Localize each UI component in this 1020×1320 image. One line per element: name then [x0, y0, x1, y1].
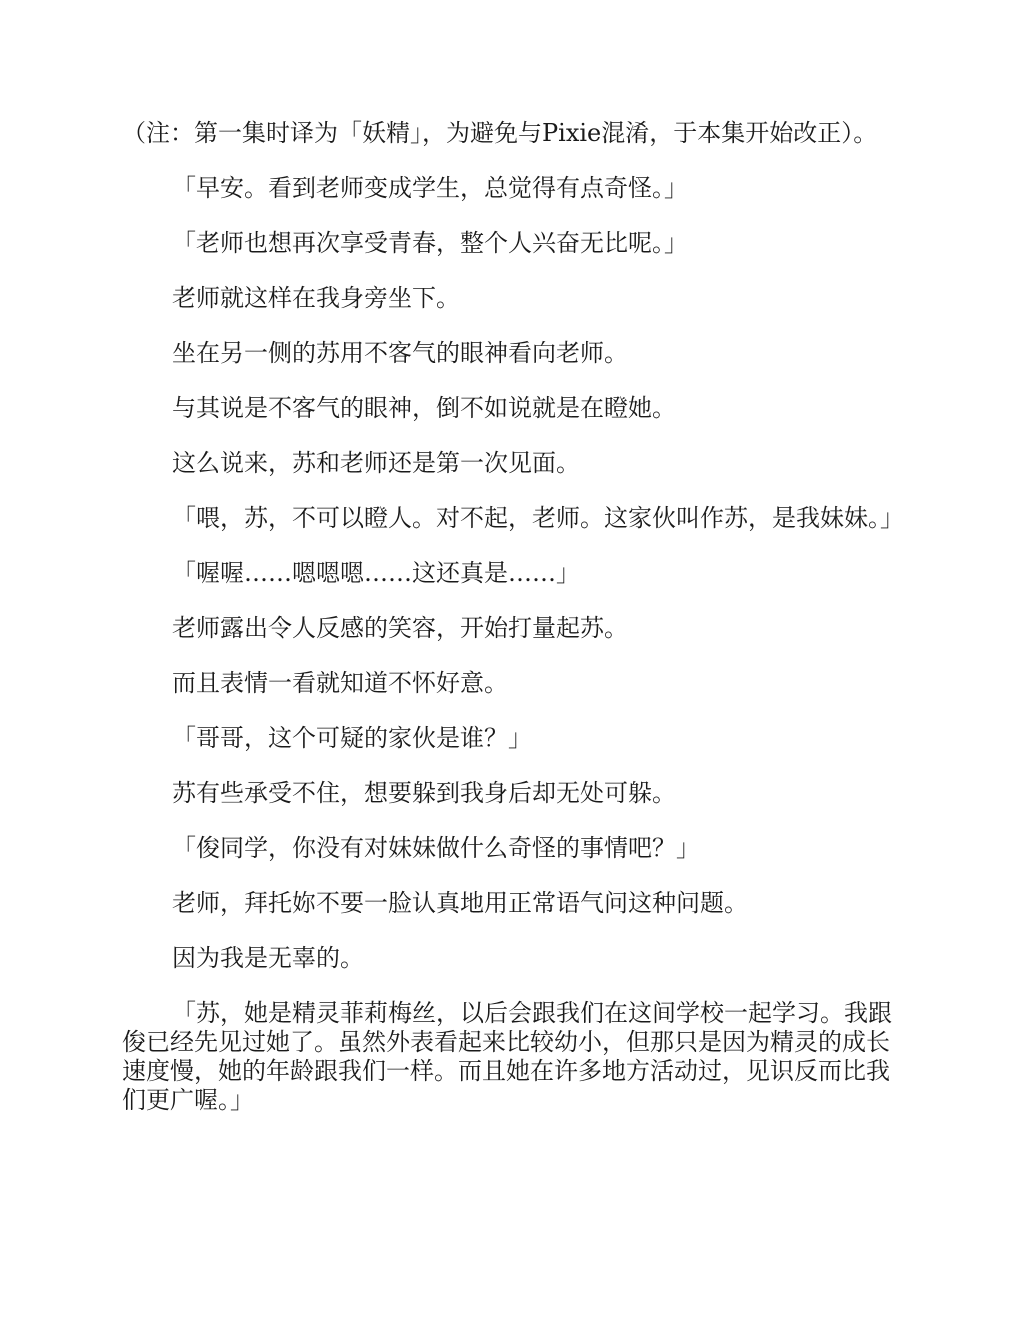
- paragraph: 而且表情一看就知道不怀好意。: [172, 669, 508, 697]
- paragraph: 与其说是不客气的眼神，倒不如说就是在瞪她。: [172, 394, 676, 422]
- paragraph: 「苏，她是精灵菲莉梅丝，以后会跟我们在这间学校一起学习。我跟俊已经先见过她了。虽然外表看起来比较幼小，但那只是因为精灵的成长速度慢，她的年龄跟我们一样。而且她在许多地方活动过，见识反而比我们更广喔。」: [122, 999, 892, 1114]
- paragraph: 苏有些承受不住，想要躲到我身后却无处可躲。: [172, 779, 676, 807]
- paragraph: 「哥哥，这个可疑的家伙是谁？」: [172, 724, 532, 752]
- paragraph: 「早安。看到老师变成学生，总觉得有点奇怪。」: [172, 174, 688, 202]
- paragraph: 「喂，苏，不可以瞪人。对不起，老师。这家伙叫作苏，是我妹妹。」: [172, 504, 904, 532]
- paragraph: 因为我是无辜的。: [172, 944, 364, 972]
- body-text: [122, 119, 904, 1141]
- paragraph: 坐在另一侧的苏用不客气的眼神看向老师。: [172, 339, 628, 367]
- paragraph: 「老师也想再次享受青春，整个人兴奋无比呢。」: [172, 229, 688, 257]
- paragraph: 这么说来，苏和老师还是第一次见面。: [172, 449, 580, 477]
- paragraph: 老师露出令人反感的笑容，开始打量起苏。: [172, 614, 628, 642]
- paragraph: 老师，拜托妳不要一脸认真地用正常语气问这种问题。: [172, 889, 748, 917]
- paragraph: 「喔喔……嗯嗯嗯……这还真是……」: [172, 559, 580, 587]
- paragraph: 「俊同学，你没有对妹妹做什么奇怪的事情吧？」: [172, 834, 700, 862]
- paragraph-translator-note: （注：第一集时译为「妖精」，为避免与Pixie混淆，于本集开始改正）。: [122, 119, 878, 147]
- paragraph: 老师就这样在我身旁坐下。: [172, 284, 460, 312]
